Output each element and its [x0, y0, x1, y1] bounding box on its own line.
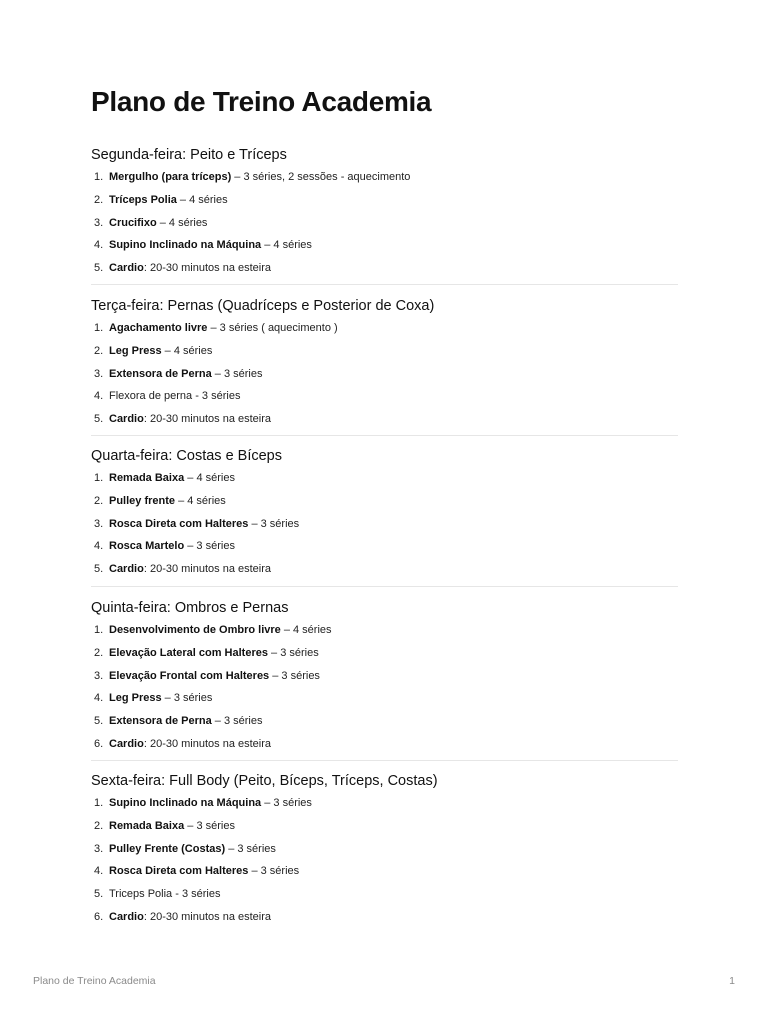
exercise-list	[91, 467, 678, 581]
list-item: 1. Desenvolvimento de Ombro livre – 4 séries	[94, 624, 332, 636]
day-section-monday	[91, 144, 678, 280]
section-heading: Segunda-feira: Peito e Tríceps	[91, 147, 287, 163]
exercise-list	[91, 619, 678, 756]
section-divider	[91, 760, 678, 761]
day-section-friday	[91, 770, 678, 929]
list-item: 3. Extensora de Perna – 3 séries	[94, 367, 263, 380]
list-item: 3. Elevação Frontal com Halteres – 3 séries	[94, 669, 320, 682]
list-item: 2. Elevação Lateral com Halteres – 3 séries	[94, 646, 319, 659]
list-item: 4. Supino Inclinado na Máquina – 4 séries	[94, 239, 312, 252]
list-item: 3. Pulley Frente (Costas) – 3 séries	[94, 842, 276, 855]
section-divider	[91, 284, 678, 285]
list-item: 3. Rosca Direta com Halteres – 3 séries	[94, 517, 300, 530]
section-divider	[91, 435, 678, 436]
page-number: 1	[729, 975, 735, 987]
section-heading: Quarta-feira: Costas e Bíceps	[91, 448, 282, 464]
list-item: 2. Remada Baixa – 3 séries	[94, 819, 235, 832]
day-section-thursday	[91, 597, 678, 756]
list-item: 5. Triceps Polia - 3 séries	[94, 888, 221, 901]
list-item: 3. Crucifixo – 4 séries	[94, 216, 208, 229]
exercise-list	[91, 166, 678, 280]
exercise-list	[91, 792, 678, 929]
list-item: 1. Remada Baixa – 4 séries	[94, 472, 235, 484]
list-item: 1. Mergulho (para tríceps) – 3 séries, 2 sessões - aquecimento	[94, 171, 411, 183]
list-item: 5. Extensora de Perna – 3 séries	[94, 715, 263, 728]
list-item: 4. Leg Press – 3 séries	[94, 692, 213, 705]
list-item: 4. Rosca Martelo – 3 séries	[94, 540, 235, 553]
list-item: 6. Cardio: 20-30 minutos na esteira	[94, 910, 272, 923]
list-item: 5. Cardio: 20-30 minutos na esteira	[94, 413, 272, 426]
exercise-list	[91, 317, 678, 431]
list-item: 1. Supino Inclinado na Máquina – 3 séries	[94, 797, 312, 809]
section-divider	[91, 586, 678, 587]
day-section-tuesday	[91, 295, 678, 431]
list-item: 6. Cardio: 20-30 minutos na esteira	[94, 737, 272, 750]
list-item: 4. Rosca Direta com Halteres – 3 séries	[94, 865, 300, 878]
section-heading: Sexta-feira: Full Body (Peito, Bíceps, Tríceps, Costas)	[91, 773, 438, 789]
list-item: 2. Leg Press – 4 séries	[94, 344, 213, 357]
list-item: 5. Cardio: 20-30 minutos na esteira	[94, 262, 272, 275]
list-item: 5. Cardio: 20-30 minutos na esteira	[94, 563, 272, 576]
footer-title: Plano de Treino Academia	[33, 975, 156, 987]
section-heading: Quinta-feira: Ombros e Pernas	[91, 600, 289, 616]
list-item: 2. Tríceps Polia – 4 séries	[94, 193, 228, 206]
page-title: Plano de Treino Academia	[91, 86, 432, 117]
day-section-wednesday	[91, 445, 678, 581]
list-item: 1. Agachamento livre – 3 séries ( aquecimento )	[94, 322, 338, 334]
list-item: 2. Pulley frente – 4 séries	[94, 494, 226, 507]
section-heading: Terça-feira: Pernas (Quadríceps e Posterior de Coxa)	[91, 298, 435, 314]
list-item: 4. Flexora de perna - 3 séries	[94, 390, 241, 403]
